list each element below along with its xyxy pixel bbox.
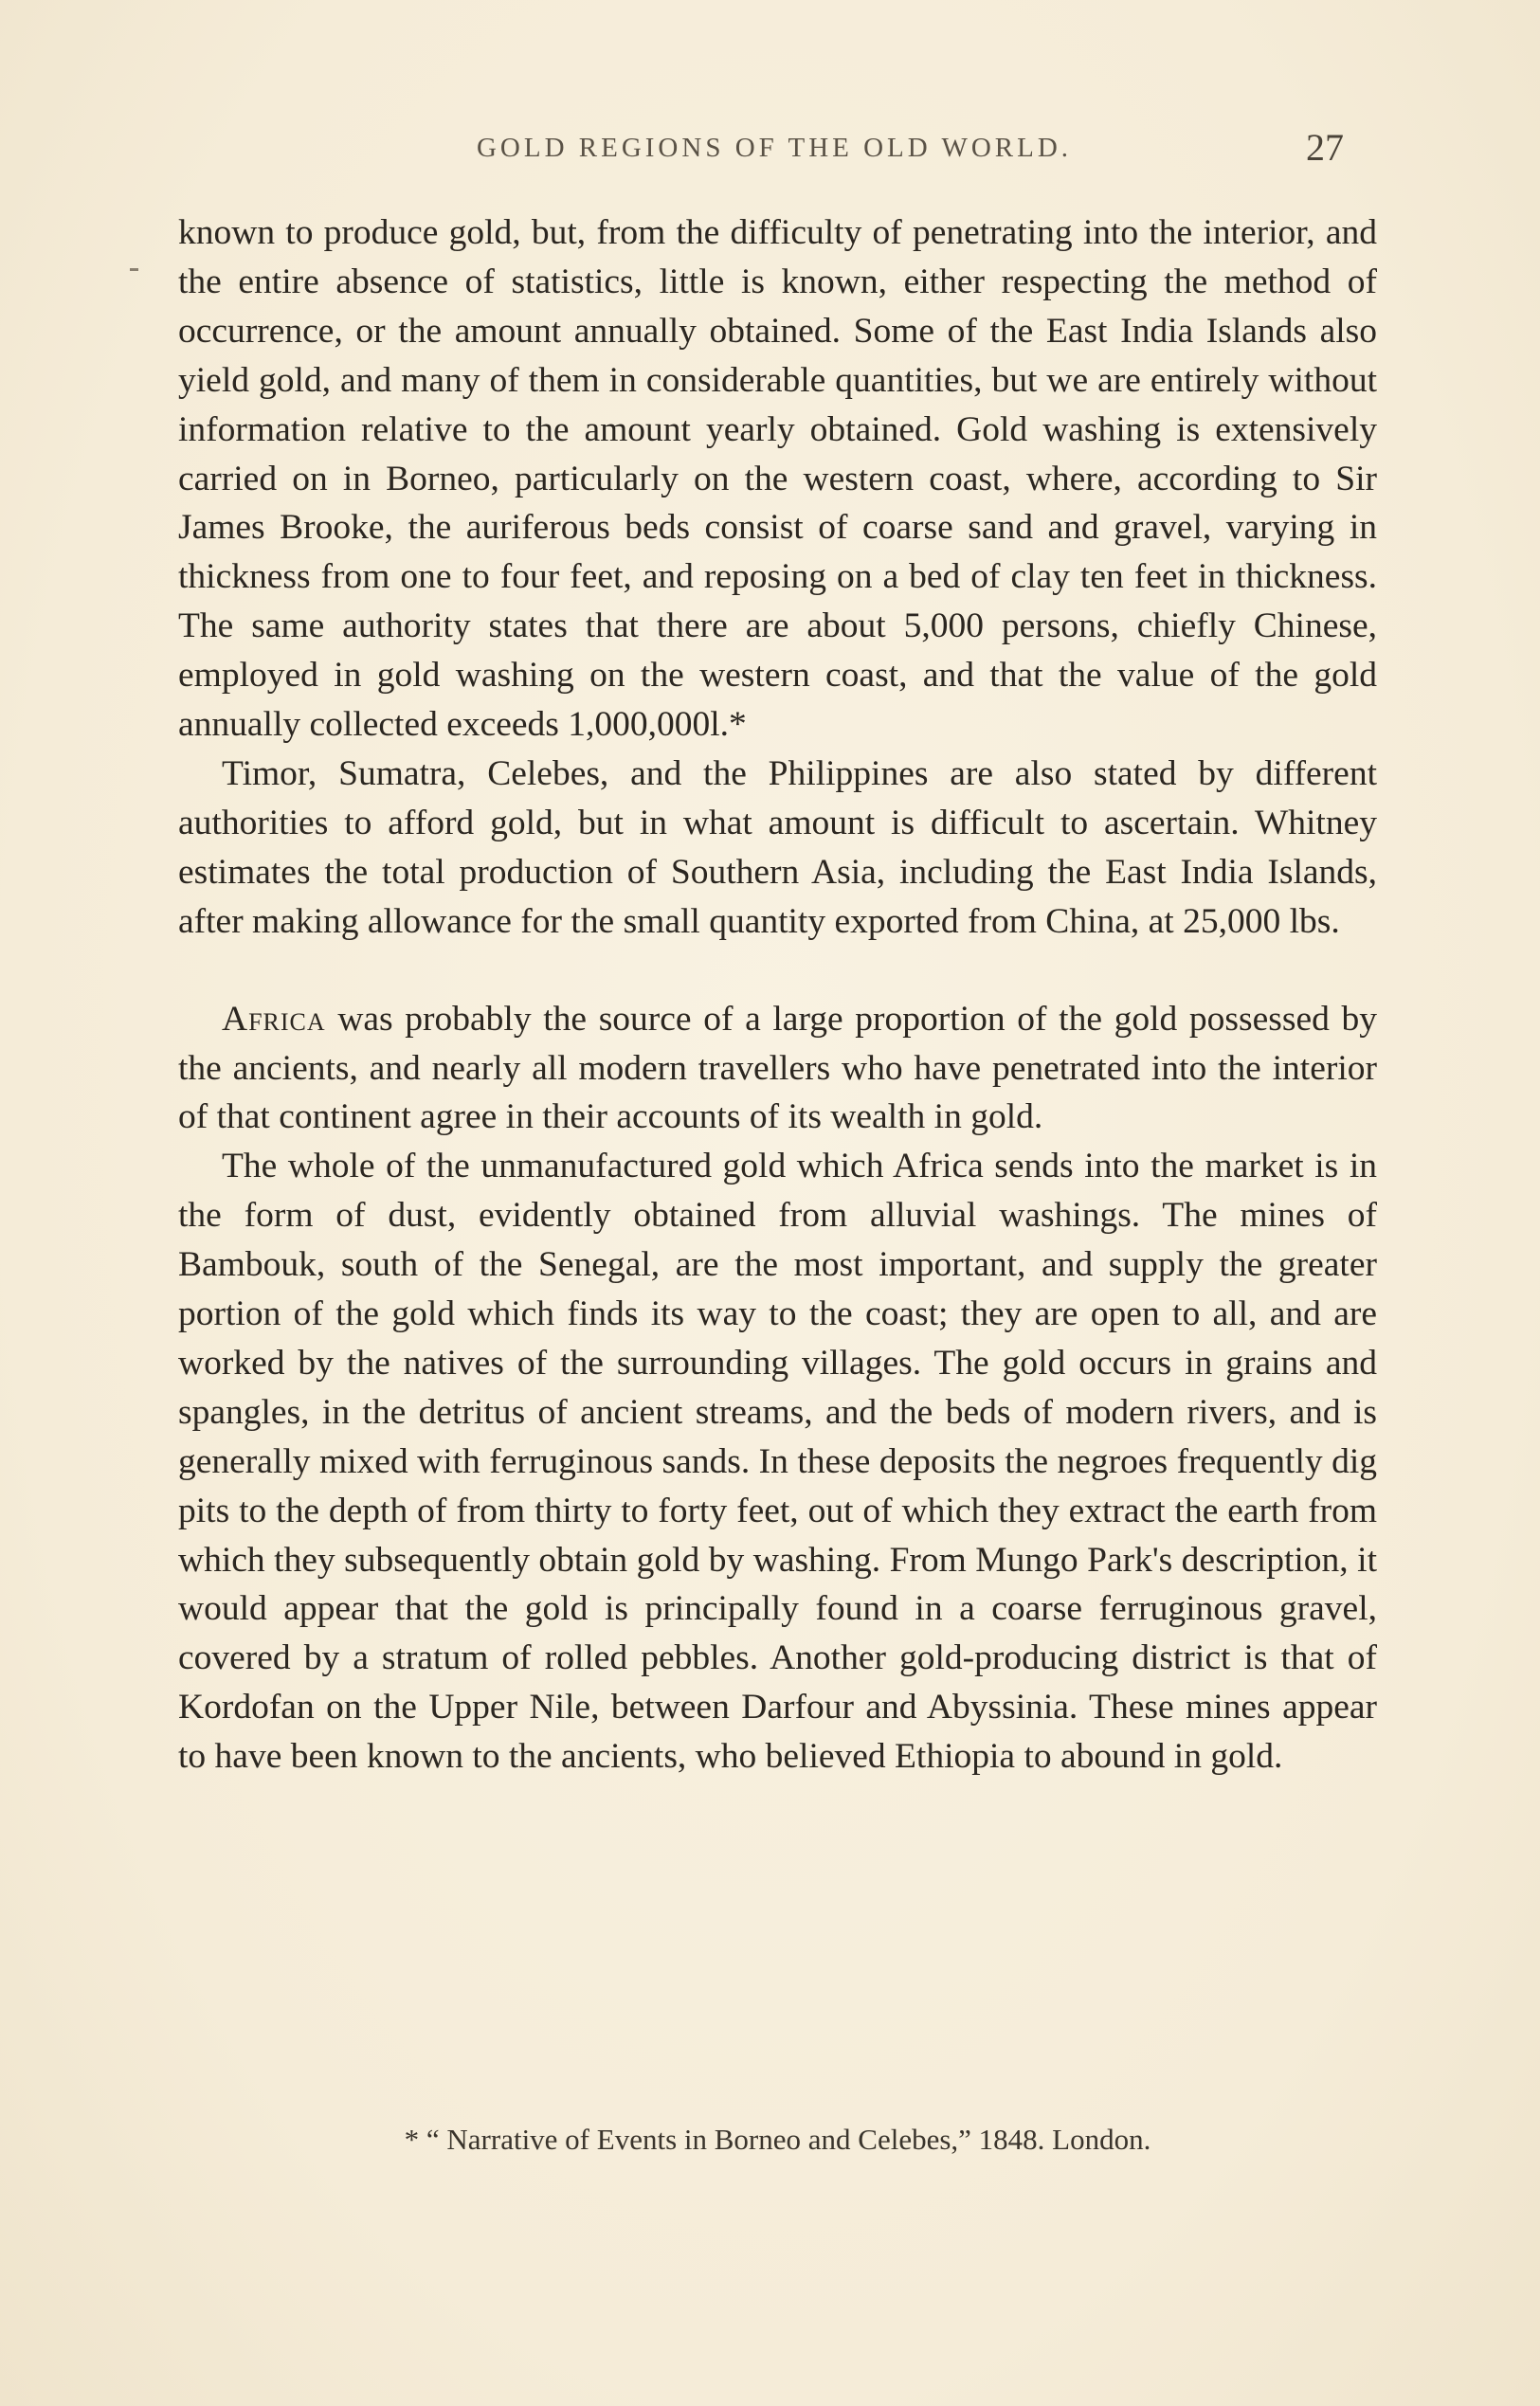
body-text [178, 208, 1377, 1782]
section-lead-word: Africa [222, 999, 326, 1039]
paragraph-africa [178, 995, 1377, 1143]
stray-ink-mark [130, 268, 138, 271]
footnote: * “ Narrative of Events in Borneo and Celebes,” 1848. London. [404, 2123, 1151, 2156]
page-number: 27 [1306, 126, 1344, 169]
running-head: GOLD REGIONS OF THE OLD WORLD. [476, 133, 1073, 163]
paragraph-africa-text: was probably the source of a large proportion of the gold possessed by the ancients, and nearly all modern travellers who have penetrated into the interior of that continent agree in their accounts of its wealth in gold. [178, 999, 1377, 1137]
paragraph-gold-dust: The whole of the unmanufactured gold which Africa sends into the market is in the form of dust, evidently obtained from alluvial washings. The mines of Bambouk, south of the Senegal, are the most important, and supply the greater portion of the gold which finds its way to the coast; they are open to all, and are worked by the natives of the surrounding villages. The gold occurs in grains and spangles, in the detritus of ancient streams, and the beds of modern rivers, and is generally mixed with ferruginous sands. In these deposits the negroes frequently dig pits to the depth of from thirty to forty feet, out of which they extract the earth from which they subsequently obtain gold by washing. From Mungo Park's description, it would appear that the gold is principally found in a coarse ferruginous gravel, covered by a stratum of rolled pebbles. Another gold-producing district is that of Kordofan on the Upper Nile, between Darfour and Abyssinia. These mines appear to have been known to the ancients, who believed Ethiopia to abound in gold. [178, 1147, 1377, 1777]
paragraph-borneo: known to produce gold, but, from the difficulty of penetrating into the interior, and the entire absence of statistics, little is known, either respecting the method of occurrence, or the amount annually obtained. Some of the East India Islands also yield gold, and many of them in considerable quantities, but we are entirely without information relative to the amount yearly obtained. Gold washing is extensively carried on in Borneo, particularly on the western coast, where, according to Sir James Brooke, the auriferous beds consist of coarse sand and gravel, varying in thickness from one to four feet, and reposing on a bed of clay ten feet in thickness. The same authority states that there are about 5,000 persons, chiefly Chinese, employed in gold washing on the western coast, and that the value of the gold annually collected exceeds 1,000,000l.* [178, 213, 1377, 745]
paragraph-timor: Timor, Sumatra, Celebes, and the Philippines are also stated by different authorities to afford gold, but in what amount is difficult to ascertain. Whitney estimates the total production of Southern Asia, including the East India Islands, after making allowance for the small quantity exported from China, at 25,000 lbs. [178, 753, 1377, 941]
